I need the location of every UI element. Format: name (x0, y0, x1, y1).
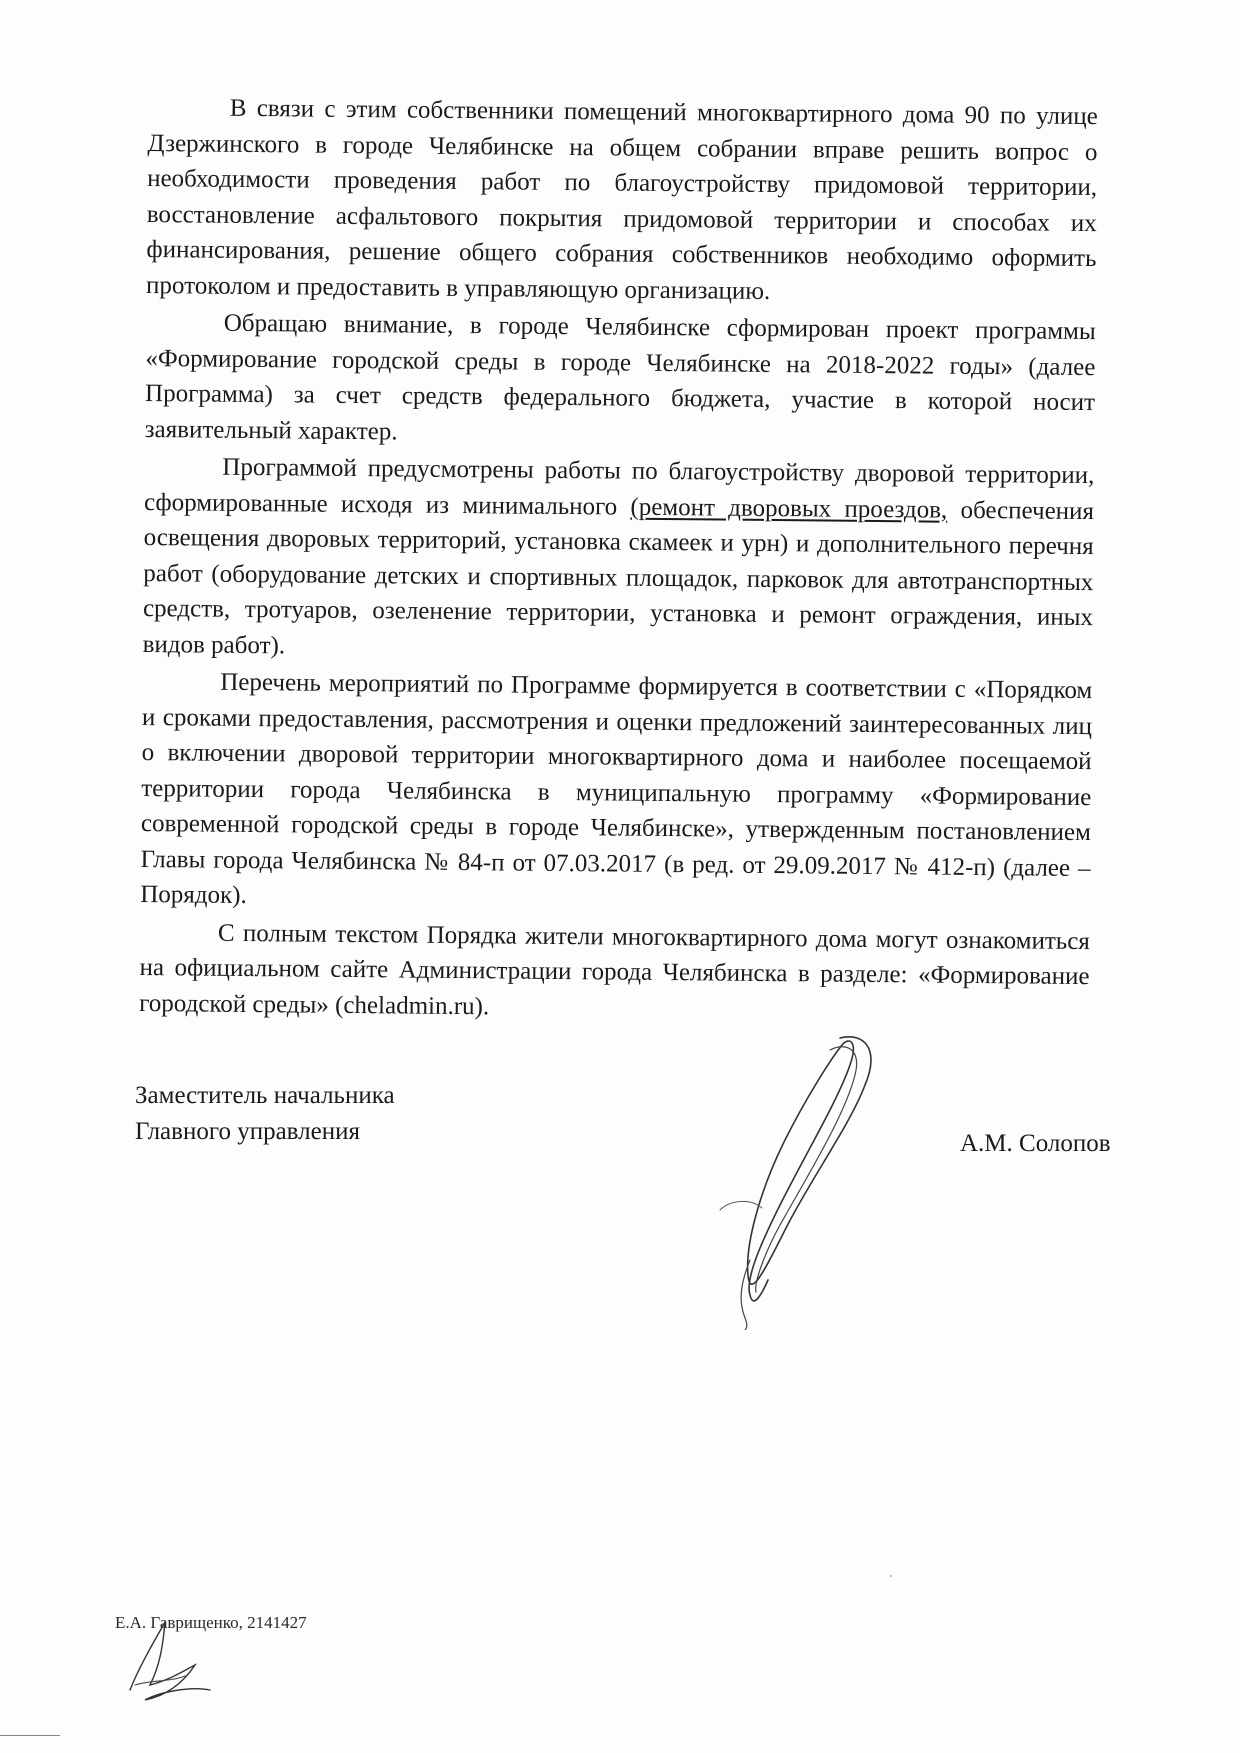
works-text-underlined: (ремонт дворовых проездов, (630, 493, 948, 524)
executor-contact: Е.А. Гаврищенко, 2141427 (115, 1613, 307, 1632)
position-line-2: Главного управления (135, 1118, 360, 1145)
scan-edge-mark (0, 1735, 60, 1736)
paragraph-owners-meeting: В связи с этим собственники помещений многоквартирного дома 90 по улице Дзержинского в городе Челябинске на общем собрании вправе решить вопрос о необходимости проведения работ по благоустройству придомовой территории, восстановление асфальтового покрытия придомовой территории и способах их финансирования, решение общего собрания собственников необходимо оформить протоколом и предоставить в управляющую организацию. (145, 94, 1098, 305)
scan-speck (890, 1575, 892, 1577)
works-text-start: Программой предусмотрены работы по благоустройству дворовой территории, сформированные исходя из минимального (143, 453, 1095, 521)
handwritten-signature (690, 1030, 890, 1330)
paragraph-website-reference: С полным текстом Порядка жители многоквартирного дома могут ознакомиться на официальном сайте Администрации города Челябинска в разделе: «Формирование городской среды» (cheladmin.ru). (139, 919, 1091, 1020)
paragraph-program-works (143, 449, 1095, 671)
position-line-1: Заместитель начальника (135, 1082, 395, 1109)
signatory-name: А.М. Солопов (960, 1130, 1111, 1157)
letter-body (139, 90, 1098, 1032)
paragraph-procedure: Перечень мероприятий по Программе формируется в соответствии с «Порядком и сроками предоставления, рассмотрения и оценки предложений заинтересованных лиц о включении дворовой территории многоквартирного дома и наиболее посещаемой территории города Челябинска в муниципальную программу «Формирование современной городской среды в городе Челябинске», утвержденным постановлением Главы города Челябинска № 84-п от 07.03.2017 (в ред. от 29.09.2017 № 412-п) (далее – Порядок). (140, 668, 1093, 909)
works-text-end: обеспечения освещения дворовых территорий, установка скамеек и урн) и дополнительного перечня работ (оборудование детских и спортивных площадок, парковок для автотранспортных средств, тротуаров, озеленение территории, установка и ремонт ограждения, иных видов работ). (142, 496, 1095, 659)
paragraph-program-notice: Обращаю внимание, в городе Челябинске сформирован проект программы «Формирование городской среды в городе Челябинске на 2018-2022 годы» (далее Программа) за счет средств федерального бюджета, участие в которой носит заявительный характер. (144, 309, 1096, 445)
signatory-position (135, 1078, 395, 1150)
